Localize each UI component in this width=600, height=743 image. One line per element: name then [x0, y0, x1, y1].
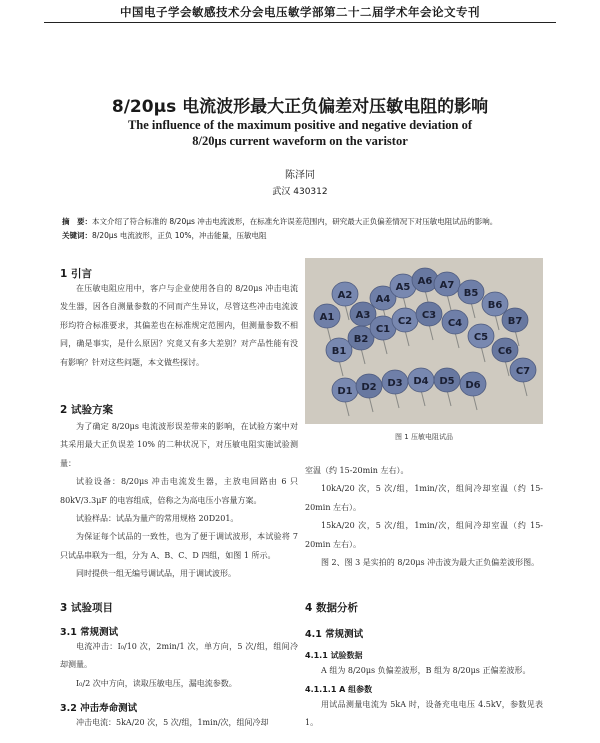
section-4-heading: 4 数据分析 — [305, 602, 358, 614]
section-4-1-1-1-heading: 4.1.1.1 A 组参数 — [305, 685, 373, 694]
section-2-paragraph: 试验样品：试品为量产的常用规格 20D201。 — [76, 514, 239, 524]
section-2-paragraph: 试验设备：8/20μs 冲击电流发生器，主放电回路由 6 只 80kV/3.3μF 的电容组成，倍称之为高电压小容量方案。 — [60, 477, 298, 505]
section-2-paragraph: 为了确定 8/20μs 电流波形误差带来的影响，在试验方案中对其采用最大正负误差 10% 的二种状况下，对压敏电阻实施试验测量： — [60, 422, 298, 468]
right-col-line: 10kA/20 次，5 次/组，1min/次，组间冷却室温（约 15-20min 左右）。 — [305, 484, 543, 512]
title-english-line-1: The influence of the maximum positive and negative deviation of — [127, 118, 473, 132]
section-3-2-heading: 3.2 冲击寿命测试 — [60, 703, 138, 714]
varistor-label: B7 — [507, 316, 523, 327]
section-4-1-heading: 4.1 常规测试 — [305, 629, 364, 640]
author-name: 陈泽同 — [285, 170, 315, 181]
section-4-1-1-line: A 组为 8/20μs 负偏差波形，B 组为 8/20μs 正偏差波形。 — [321, 666, 531, 675]
section-3-heading: 3 试验项目 — [60, 602, 113, 614]
section-2-heading: 2 试验方案 — [60, 404, 113, 416]
varistor-label: A1 — [319, 312, 335, 323]
varistor-label: A4 — [375, 294, 391, 305]
varistor-label: D4 — [413, 376, 429, 387]
section-1-paragraph: 在压敏电阻应用中，客户与企业使用各自的 8/20μs 冲击电流发生器，因各自测量参数的不同而产生异议，尽管这些冲击电流波形均符合标准要求，其偏差也在标准规定范围内，但测量参数不相同，确是事实，是什么原因？究竟又有多大差别？对产品性能有没有影响？针对这些问题，本文做些探讨。 — [60, 284, 298, 367]
keywords — [62, 230, 542, 241]
varistor-label: A7 — [439, 280, 455, 291]
section-4-1-1-1-body — [305, 696, 543, 736]
right-col-line: 图 2、图 3 是实拍的 8/20μs 冲击波为最大正负偏差波形图。 — [321, 558, 540, 568]
varistor-label: B2 — [353, 334, 369, 345]
section-1-body — [60, 280, 298, 388]
right-col-line: 室温（约 15-20min 左右）。 — [305, 466, 409, 475]
section-2-paragraph: 同时提供一组无编号调试品，用于调试波形。 — [76, 569, 236, 579]
title-english-line-2: 8/20μs current waveform on the varistor — [192, 134, 408, 148]
section-3-2-continued — [305, 462, 543, 572]
keywords-text: 8/20μs 电流波形，正负 10%，冲击能量，压敏电阻 — [92, 231, 267, 240]
varistor-label: B6 — [487, 300, 503, 311]
section-3-1-line: 电流冲击：I₀/10 次，2min/1 次，单方向，5 次/组，组间冷却测量。 — [60, 642, 298, 670]
varistor-label: B5 — [463, 288, 479, 299]
varistor-photo — [305, 258, 543, 424]
section-2-body — [60, 418, 298, 579]
varistor-label: C4 — [447, 318, 463, 329]
author-affiliation: 武汉 430312 — [272, 187, 328, 197]
varistor-label: B1 — [331, 346, 347, 357]
section-2-paragraph: 为保证每个试品的一致性，也为了便于调试波形，本试验将 7 只试品串联为一组，分为 A、B、C、D 四组，如图 1 所示。 — [60, 532, 298, 560]
figure-1-caption: 图 1 压敏电阻试品 — [395, 433, 453, 441]
varistor-label: A3 — [355, 310, 371, 321]
section-3-1-body — [60, 638, 298, 694]
varistor-label: A2 — [337, 290, 353, 301]
abstract — [62, 216, 542, 227]
abstract-text: 本文介绍了符合标准的 8/20μs 冲击电流波形，在标准允许误差范围内，研究最大正负偏差情况下对压敏电阻试品的影响。 — [92, 217, 498, 226]
varistor-label: C1 — [375, 324, 391, 335]
varistor-label: A5 — [395, 282, 411, 293]
varistor-label: D2 — [361, 382, 377, 393]
varistor-label: C7 — [515, 366, 531, 377]
section-3-1-line: I₀/2 次中方向，读取压敏电压，漏电流参数。 — [76, 678, 237, 688]
section-4-1-1-heading: 4.1.1 试验数据 — [305, 651, 363, 660]
header-rule — [44, 22, 556, 23]
varistor-label: A6 — [417, 276, 433, 287]
varistor-label: C3 — [421, 310, 437, 321]
varistor-label: D1 — [337, 386, 353, 397]
varistor-label: C5 — [473, 332, 489, 343]
section-3-2-body — [60, 714, 298, 734]
varistor-label: C2 — [397, 316, 413, 327]
section-4-1-1-body — [305, 662, 543, 682]
figure-varistor-samples — [305, 258, 543, 424]
varistor-label: C6 — [497, 346, 513, 357]
section-4-1-1-1-line: 用试品测量电流为 5kA 时，设备充电电压 4.5kV，参数见表 1。 — [305, 700, 543, 728]
abstract-label: 摘 要： — [62, 217, 92, 226]
varistor-label: D5 — [439, 376, 455, 387]
section-3-1-heading: 3.1 常规测试 — [60, 627, 119, 638]
right-col-line: 15kA/20 次，5 次/组，1min/次，组间冷却室温（约 15-20min 左右）。 — [305, 521, 543, 549]
title-chinese: 8/20μs 电流波形最大正负偏差对压敏电阻的影响 — [111, 97, 489, 117]
section-1-heading: 1 引言 — [60, 268, 92, 280]
section-3-2-line: 冲击电流：5kA/20 次，5 次/组，1min/次，组间冷却 — [76, 718, 269, 727]
varistor-label: D3 — [387, 378, 403, 389]
varistor-label: D6 — [465, 380, 481, 391]
keywords-label: 关键词： — [62, 231, 92, 240]
journal-header: 中国电子学会敏感技术分会电压敏学部第二十二届学术年会论文专刊 — [120, 5, 480, 19]
